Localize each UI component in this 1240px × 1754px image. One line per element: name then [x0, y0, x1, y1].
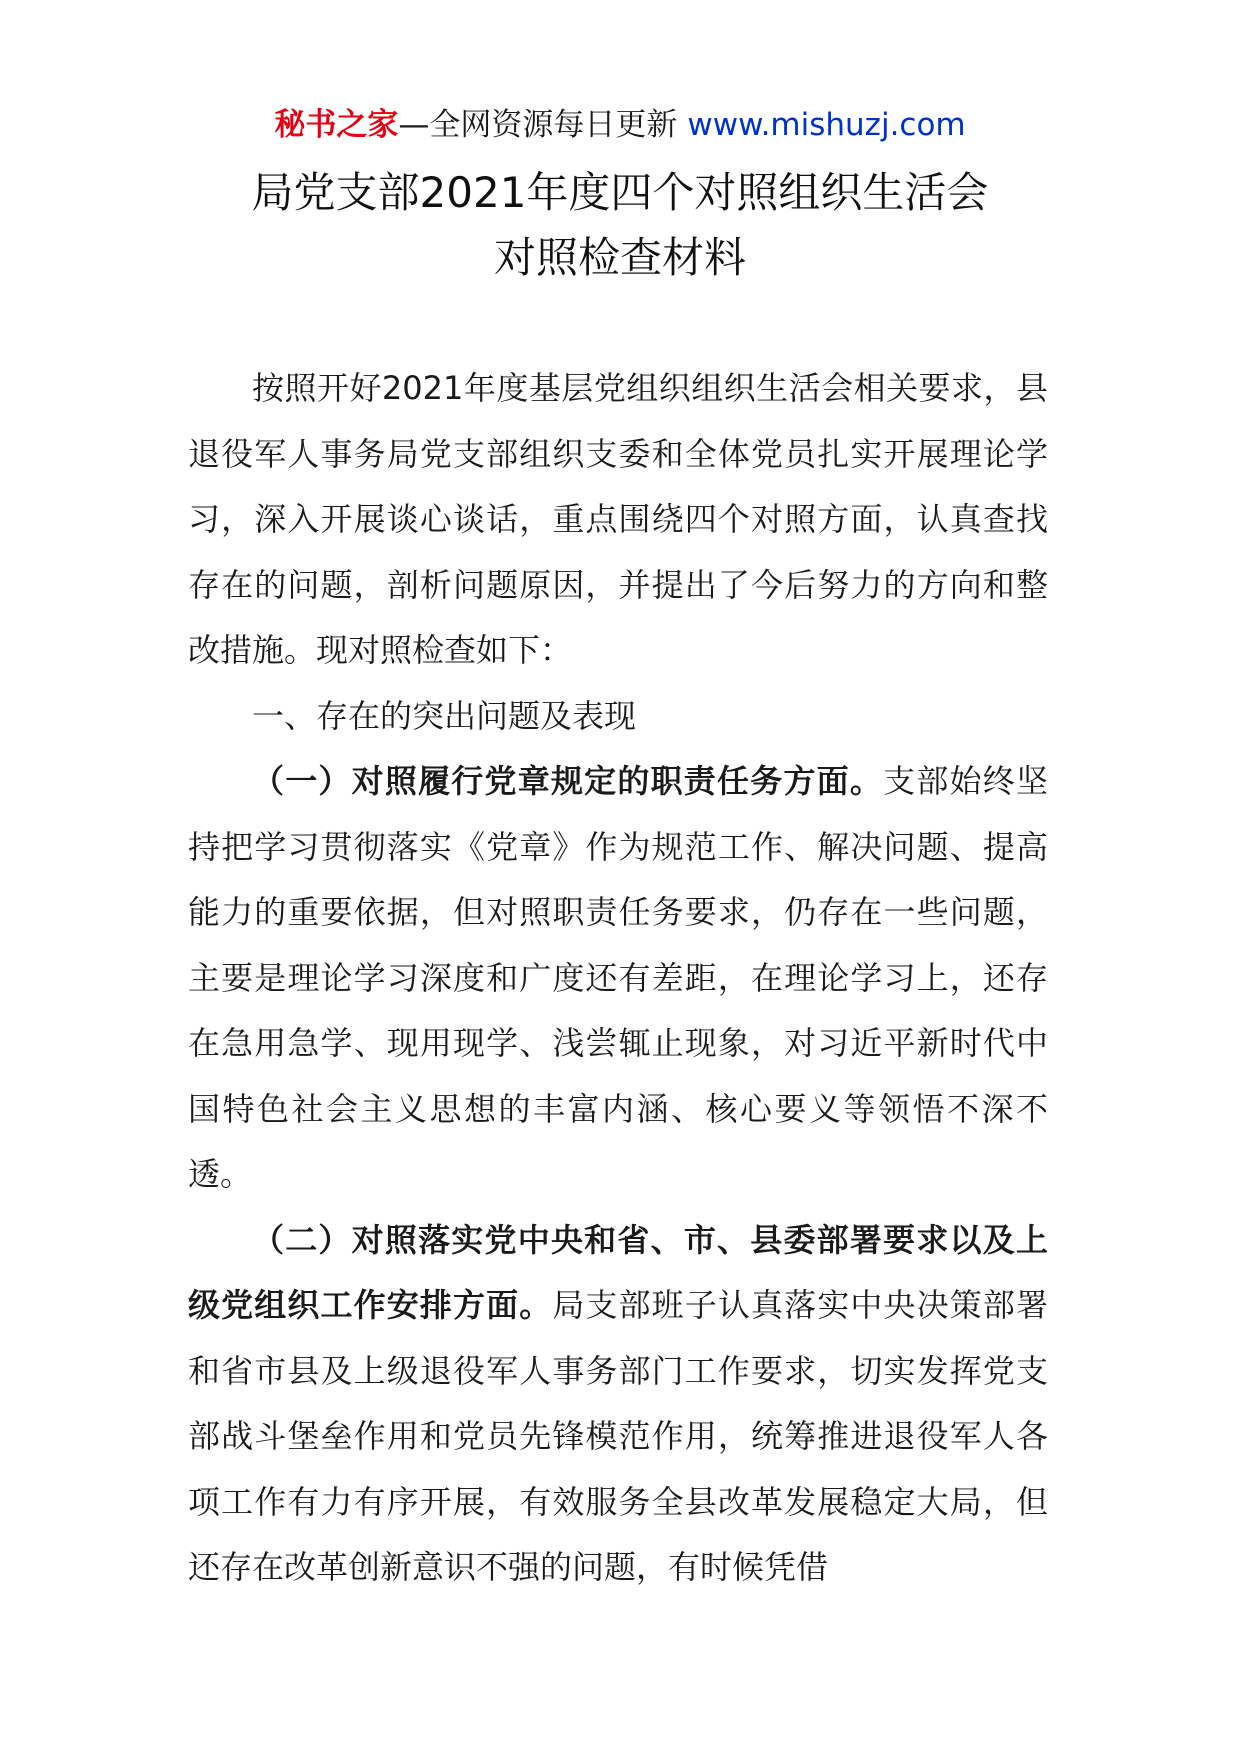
item-1-paragraph — [188, 749, 1048, 1208]
document-title-line-2: 对照检查材料 — [493, 233, 746, 282]
header-url[interactable]: www.mishuzj.com — [687, 107, 966, 143]
document-title-line-1: 局党支部2021年度四个对照组织生活会 — [251, 168, 989, 217]
document-body — [188, 356, 1048, 1601]
header-tagline: —全网资源每日更新 — [398, 107, 678, 143]
item-2-paragraph — [188, 1208, 1048, 1601]
brand-name: 秘书之家 — [274, 107, 399, 143]
item-2-text: 局支部班子认真落实中央决策部署和省市县及上级退役军人事务部门工作要求，切实发挥党支部战斗堡垒作用和党员先锋模范作用，统筹推进退役军人各项工作有力有序开展，有效服务全县改革发展稳定大局，但还存在改革创新意识不强的问题，有时候凭借 — [188, 1286, 1048, 1586]
intro-paragraph: 按照开好2021年度基层党组织组织生活会相关要求，县退役军人事务局党支部组织支委和全体党员扎实开展理论学习，深入开展谈心谈话，重点围绕四个对照方面，认真查找存在的问题，剖析问题原因，并提出了今后努力的方向和整改措施。现对照检查如下： — [188, 369, 1048, 669]
item-1-heading: （一）对照履行党章规定的职责任务方面。 — [252, 762, 884, 800]
section-heading: 一、存在的突出问题及表现 — [252, 696, 637, 735]
watermark-header — [0, 103, 1240, 147]
item-1-text: 支部始终坚持把学习贯彻落实《党章》作为规范工作、解决问题、提高能力的重要依据，但对照职责任务要求，仍存在一些问题，主要是理论学习深度和广度还有差距，在理论学习上，还存在急用急学、现用现学、浅尝辄止现象，对习近平新时代中国特色社会主义思想的丰富内涵、核心要义等领悟不深不透。 — [188, 762, 1048, 1193]
item-2-heading: （二）对照落实党中央和省、市、县委部署要求以及上级党组织工作安排方面。 — [188, 1220, 1048, 1324]
